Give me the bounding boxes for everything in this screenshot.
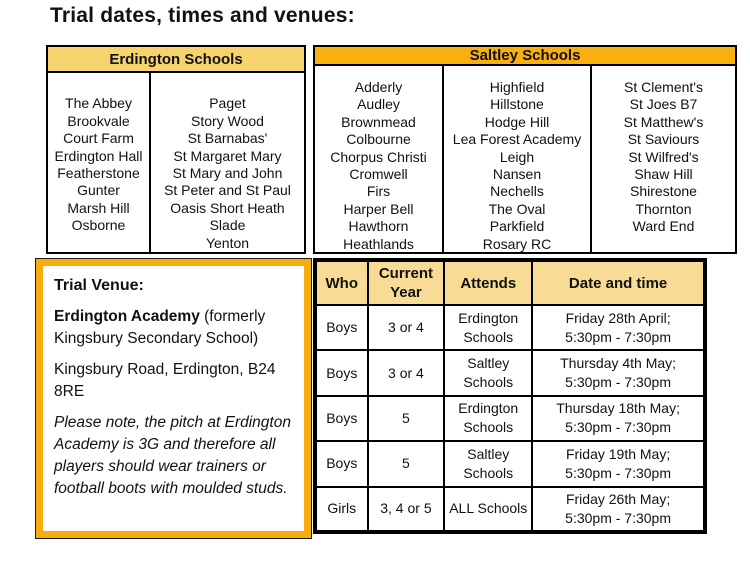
trial-venue-box [36,259,311,538]
cell-date-time [532,441,705,486]
school-name: Adderly [354,79,403,95]
school-name: Slade [209,217,246,234]
trial-schedule-table [313,258,707,534]
date-line: Thursday 4th May; [560,355,677,372]
saltley-column-3 [592,66,735,253]
time-line: 5:30pm - 7:30pm [565,328,672,345]
cell-year: 5 [368,441,445,486]
schedule-header-row [315,260,705,305]
time-line: 5:30pm - 7:30pm [565,419,672,436]
cell-who: Boys [315,396,368,441]
school-name: Hillstone [490,96,544,113]
date-line: Friday 26th May; [565,490,671,507]
school-name: Shaw Hill [634,166,693,183]
saltley-schools-columns [315,66,735,253]
school-name: St Joes B7 [629,96,698,113]
cell-attends: Erdington Schools [444,305,532,350]
school-name: St Matthew's [623,113,704,130]
school-name: Colbourne [346,131,411,148]
school-name: Gunter [77,182,120,199]
school-name: The Abbey [65,95,132,112]
school-name: Chorpus Christi [330,148,427,165]
schedule-row [315,441,705,486]
school-name: Lea Forest Academy [452,131,582,148]
erdington-schools-box [46,45,306,254]
cell-year: 3 or 4 [368,350,445,395]
cell-date-time [532,350,705,395]
time-line: 5:30pm - 7:30pm [565,464,672,481]
school-name: Audley [357,96,400,113]
cell-who: Boys [315,350,368,395]
cell-date-time [532,305,705,350]
cell-attends: Saltley Schools [444,350,532,395]
school-name: Firs [366,183,391,200]
school-name: Shirestone [630,183,697,200]
school-name: Oasis Short Heath [170,199,285,216]
school-name: Marsh Hill [67,199,130,216]
cell-who: Boys [315,305,368,350]
venue-name-line [54,306,293,350]
school-name: St Mary and John [172,164,283,181]
schedule-row [315,487,705,532]
school-name: Rosary RC [482,235,552,252]
school-name: St Margaret Mary [173,147,282,164]
school-name: Osborne [71,217,126,234]
page-title: Trial dates, times and venues: [50,4,355,27]
school-name: Harper Bell [343,200,414,217]
schedule-row [315,305,705,350]
venue-name: Erdington Academy [54,308,200,325]
school-name: Hodge Hill [484,113,550,130]
erdington-column-1 [48,73,151,252]
header-who: Who [315,260,368,305]
school-name: Hawthorn [348,218,409,235]
school-name: St Peter and St Paul [164,182,291,199]
school-name: Featherstone [57,164,140,181]
saltley-schools-box [313,45,737,254]
saltley-schools-header: Saltley Schools [315,47,735,66]
school-name: Erdington Hall [54,147,143,164]
venue-address: Kingsbury Road, Erdington, B24 8RE [54,361,276,400]
school-name: Ward End [632,218,695,235]
school-name: Parkfield [489,218,545,235]
school-name: Brownmead [341,113,416,130]
cell-attends: Saltley Schools [444,441,532,486]
school-name: St Saviours [627,131,700,148]
school-name: Heathlands [343,235,414,252]
school-name: Thornton [635,200,692,217]
erdington-schools-columns [48,73,304,252]
cell-who: Boys [315,441,368,486]
school-name: Brookvale [67,112,130,129]
cell-attends: Erdington Schools [444,396,532,441]
date-line: Friday 28th April; [565,309,671,326]
school-name: Court Farm [63,130,134,147]
school-name: The Oval [488,200,546,217]
header-attends: Attends [444,260,532,305]
venue-heading: Trial Venue: [54,277,144,294]
venue-name-detail: (formerly Kingsbury Secondary School) [54,308,266,347]
time-line: 5:30pm - 7:30pm [565,374,672,391]
erdington-column-2 [151,73,304,252]
venue-pitch-note: Please note, the pitch at Erdington Academy is 3G and therefore all players should wear trainers or football boots with moulded studs. [54,414,291,497]
school-name: Story Wood [191,112,264,129]
school-name: Nansen [492,166,542,183]
cell-who: Girls [315,487,368,532]
school-name: St Wilfred's [628,148,699,165]
school-name: St Clement's [624,79,703,95]
cell-date-time [532,487,705,532]
cell-year: 3 or 4 [368,305,445,350]
school-name: Cromwell [349,166,408,183]
erdington-schools-header: Erdington Schools [48,47,304,73]
school-name: Highfield [489,79,545,95]
cell-year: 5 [368,396,445,441]
saltley-column-1 [315,66,444,253]
header-current-year: Current Year [368,260,445,305]
date-line: Friday 19th May; [565,445,671,462]
date-line: Thursday 18th May; [556,400,680,417]
school-name: Nechells [490,183,544,200]
time-line: 5:30pm - 7:30pm [565,509,672,526]
cell-attends: ALL Schools [444,487,532,532]
cell-date-time [532,396,705,441]
school-name: Yenton [205,234,250,251]
saltley-column-2 [444,66,592,253]
school-name: Leigh [499,148,535,165]
schedule-row [315,350,705,395]
school-name: St Barnabas' [187,130,268,147]
header-date-and-time: Date and time [532,260,705,305]
school-name: Paget [209,95,246,112]
cell-year: 3, 4 or 5 [368,487,445,532]
schedule-row [315,396,705,441]
